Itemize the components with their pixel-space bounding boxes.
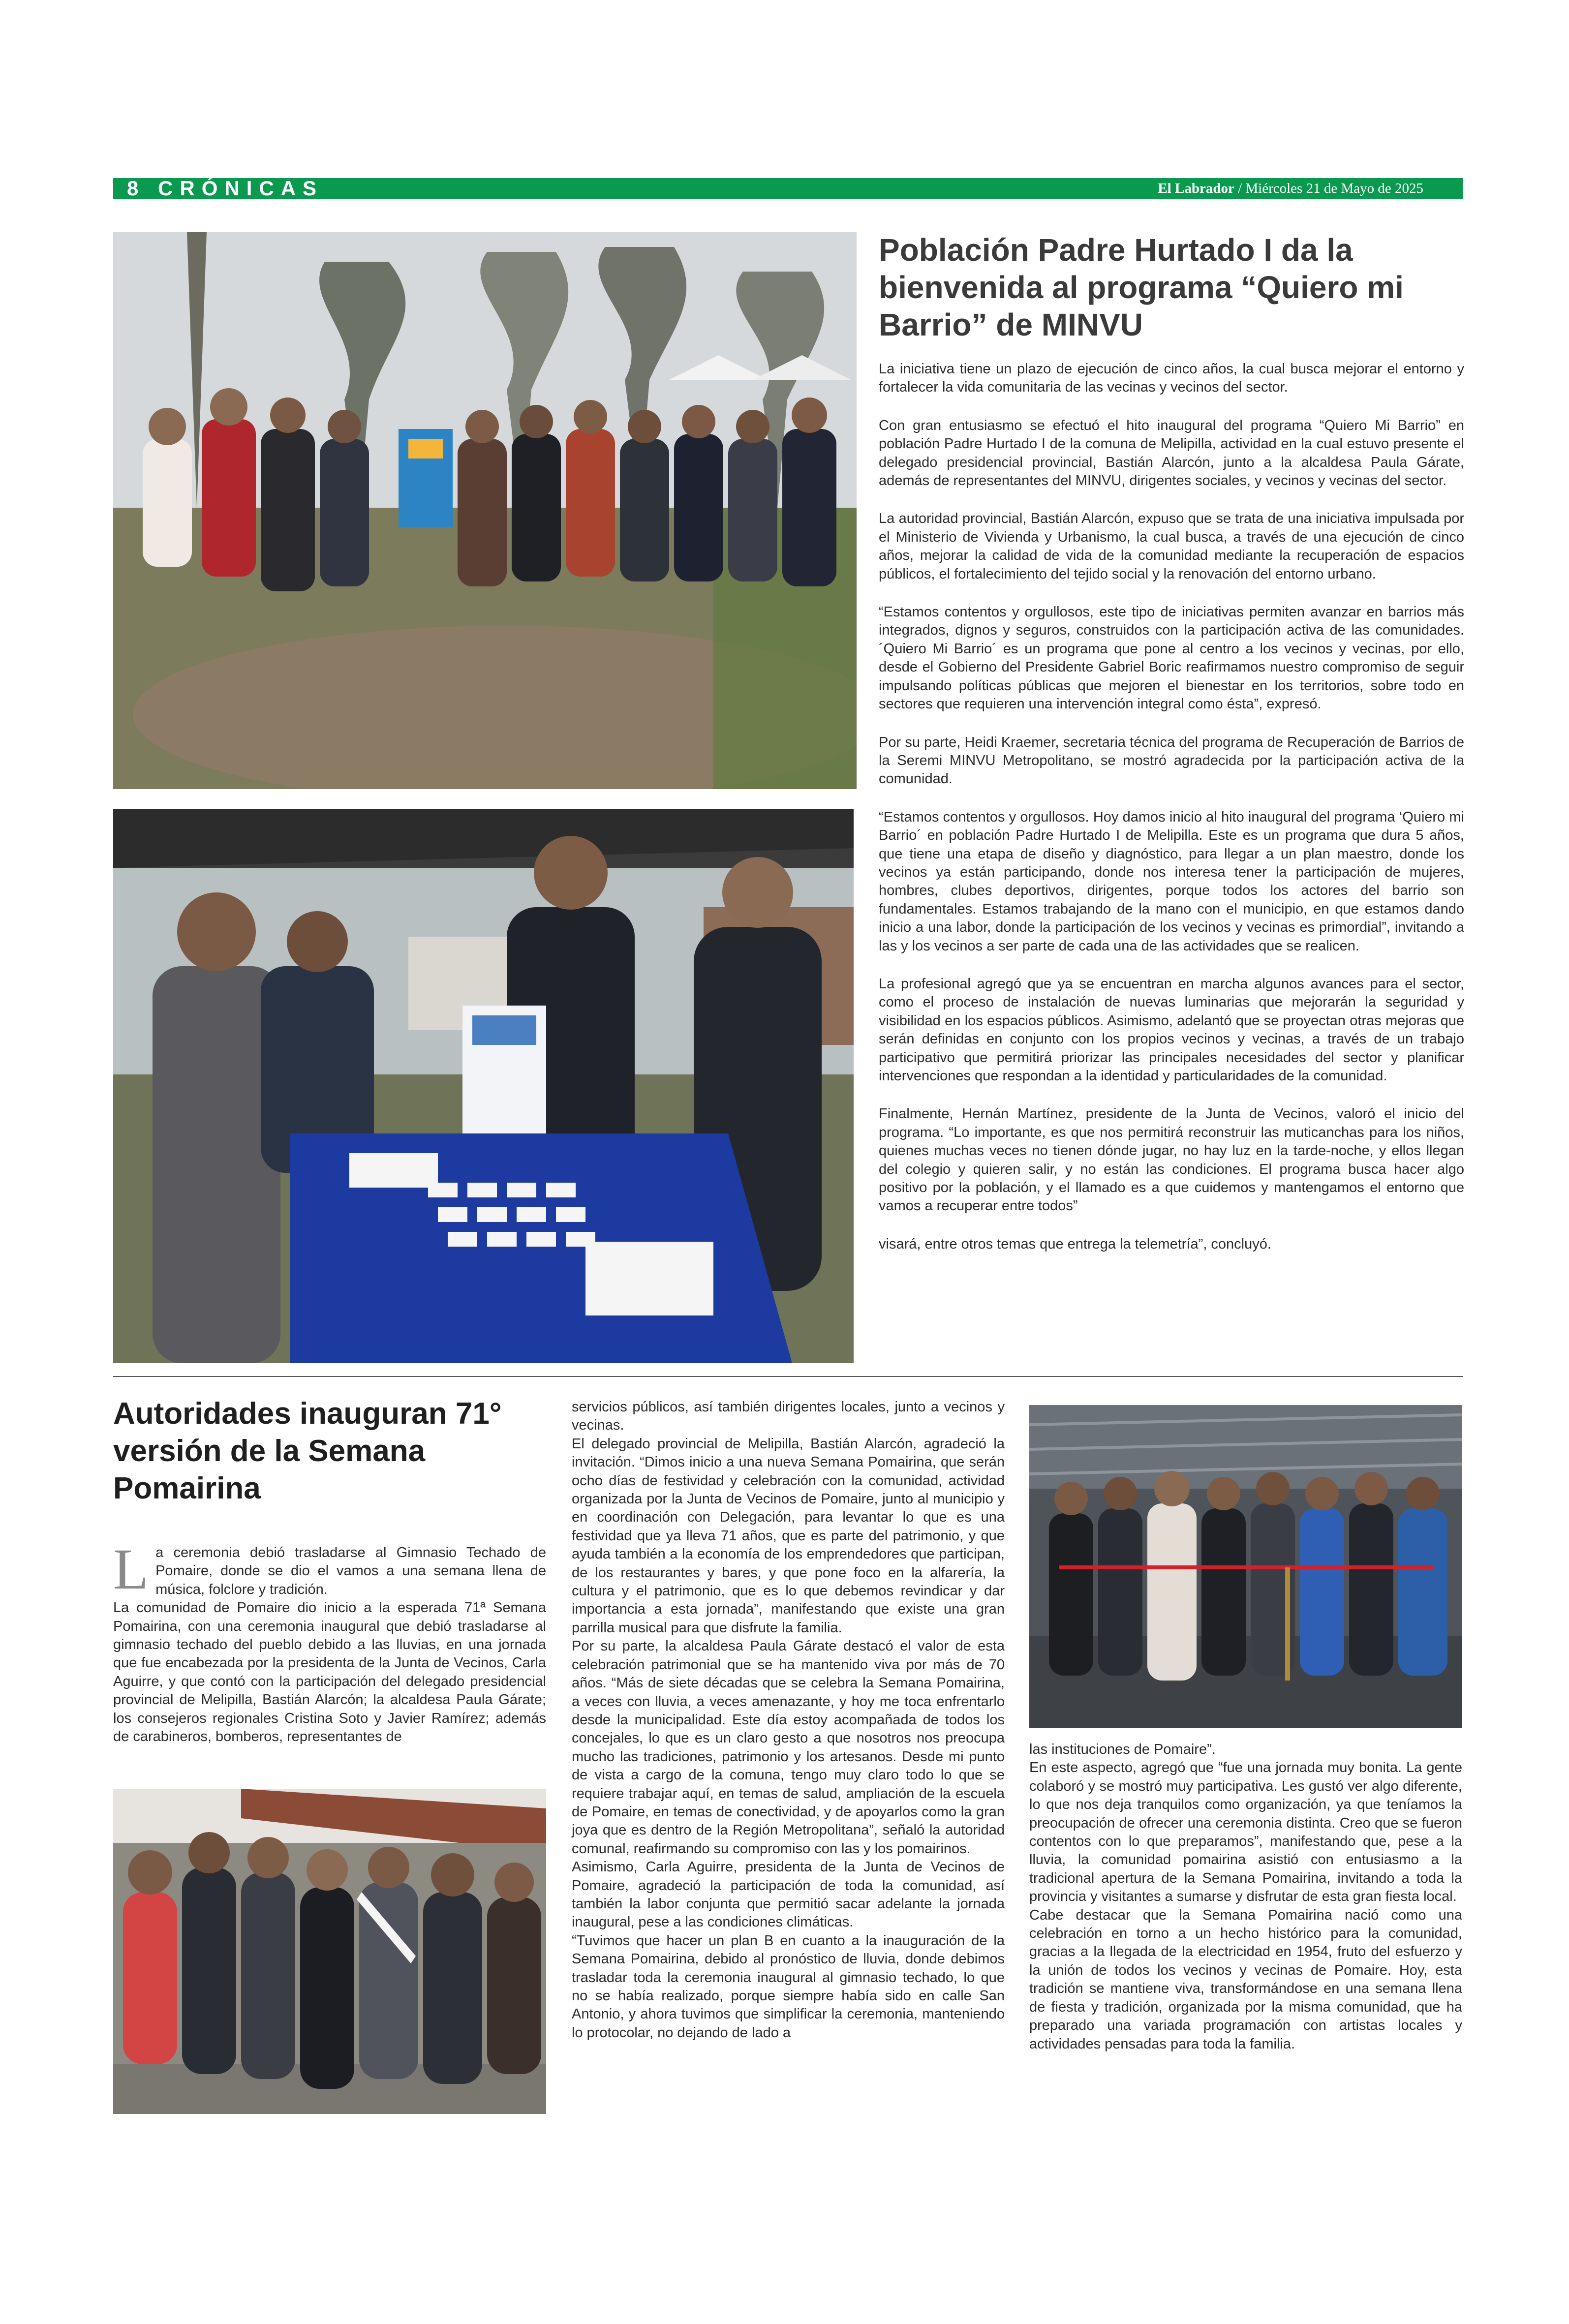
story1-paragraph: La iniciativa tiene un plazo de ejecución de cinco años, la cual busca mejorar el entorno y fortalecer la vida comunitaria de las vecinas y vecinos del sector. [879, 361, 1464, 396]
story1-paragraph: La autoridad provincial, Bastián Alarcón, expuso que se trata de una iniciativa impulsada por el Ministerio de Vivienda y Urbanismo, la cual busca, a través de una ejecución de cinco años, mejorar la calidad de vida de la comunidad mediante la recuperación de espacios públicos, el fortalecimiento del tejido social y la renovación del entorno urbano. [879, 511, 1464, 582]
story2-column-1 [113, 1537, 546, 1746]
photo-pomaire-group [113, 1789, 546, 2114]
page-section-label: 8 CRÓNICAS [127, 177, 324, 200]
story2-paragraph: La comunidad de Pomaire dio inicio a la esperada 71ª Semana Pomairina, con una ceremonia inaugural que debió trasladarse al gimnasio techado del pueblo debido a las lluvias, en una jornada que fue encabezada por la presidenta de la Junta de Vecinos, Carla Aguirre, y que contó con la participación del delegado presidencial provincial de Melipilla, Bastián Alarcón; la alcaldesa Paula Gárate; los consejeros regionales Cristina Soto y Javier Ramírez; además de carabineros, bomberos, representantes de [113, 1600, 546, 1745]
story2-paragraph: El delegado provincial de Melipilla, Bastián Alarcón, agradeció la invitación. “Dimos inicio a una nueva Semana Pomairina, que serán ocho días de festividad y celebración con la comunidad, actividad organizada por la Junta de Vecinos de Pomaire, junto al municipio y en coordinación con Delegación, para levantar lo que es una festividad que ya lleva 71 años, que es parte del patrimonio, y que ayuda también a la economía de los emprendedores que participan, de los restaurantes y bares, y que pone foco en la alfarería, la cultura y el patrimonio, que es lo que debemos revindicar y dar importancia a esta jornada”, manifestando que existe una gran parrilla musical para que disfrute la familia. [572, 1436, 1005, 1636]
story1-paragraph: La profesional agregó que ya se encuentran en marcha algunos avances para el sector, como el proceso de instalación de nuevas luminarias que mejorarán la seguridad y visibilidad en los espacios públicos. Asimismo, adelantó que se proyectan otras mejoras que serán definidas en conjunto con los propios vecinos y vecinas, a través de un trabajo participativo que permitirá priorizar las principales necesidades del sector y planificar intervenciones que respondan a la identidad y particularidades de la comunidad. [879, 976, 1464, 1084]
paper-name: El Labrador [1158, 181, 1234, 196]
story1-headline: Población Padre Hurtado I da la bienvenida al programa “Quiero mi Barrio” de MINVU [879, 232, 1404, 342]
story2-paragraph: servicios públicos, así también dirigentes locales, junto a vecinos y vecinas. [572, 1399, 1005, 1434]
story1-paragraph: Con gran entusiasmo se efectuó el hito inaugural del programa “Quiero Mi Barrio” en población Padre Hurtado I de la comuna de Melipilla, actividad en la cual estuvo presente el delegado presidencial provincial, Bastián Alarcón, junto a la alcaldesa Paula Gárate, además de representantes del MINVU, dirigentes sociales, y vecinos y vecinas del sector. [879, 417, 1464, 489]
story1-paragraph: visará, entre otros temas que entrega la telemetría”, concluyó. [879, 1236, 1271, 1252]
story2-paragraph: “Tuvimos que hacer un plan B en cuanto a la inauguración de la Semana Pomairina, debido al pronóstico de lluvia, donde debimos trasladar toda la ceremonia inaugural al gimnasio techado, lo que no se había realizado, porque siempre había sido en calle San Antonio, y ahora tuvimos que simplificar la ceremonia, manteniendo lo protocolar, no dejando de lado a [572, 1932, 1005, 2041]
date-text: / Miércoles 21 de Mayo de 2025 [1234, 181, 1423, 196]
story2-paragraph: Por su parte, la alcaldesa Paula Gárate destacó el valor de esta celebración patrimonial que se ha mantenido viva por más de 70 años. “Más de siete décadas que se celebra la Semana Pomairina, a veces con lluvia, a veces amenazante, y hoy me toca enfrentarlo desde la municipalidad. Este día estoy acompañada de todos los concejales, lo que es un claro gesto a que nosotros nos preocupa mucho las tradiciones, patrimonio y los artesanos. Desde mi punto de vista a cargo de la comuna, tengo muy claro todo lo que se requiere trabajar aquí, en temas de salud, ampliación de la escuela de Pomaire, en temas de conectividad, y de apoyarlos como la gran joya que es dentro de la Región Metropolitana”, señaló la autoridad comunal, reafirmando su compromiso con las y los pomairinos. [572, 1638, 1005, 1857]
story2-headline: Autoridades inauguran 71° versión de la Semana Pomairina [113, 1397, 502, 1505]
story1-paragraph: Finalmente, Hernán Martínez, presidente de la Junta de Vecinos, valoró el inicio del programa. “Lo importante, es que nos permitirá reconstruir las muticanchas para los niños, quienes muchas veces no tienen dónde jugar, no hay luz en la tarde-noche, y ellos llegan del colegio y quieren salir, y no están las condiciones. El programa busca hacer algo positivo por la población, y el llamado es a que cuidemos y mantengamos el entorno que vamos a recuperar entre todos” [879, 1106, 1464, 1214]
story2-paragraph: Cabe destacar que la Semana Pomairina nació como una celebración en torno a un hecho histórico para la comunidad, gracias a la llegada de la electricidad en 1954, fruto del esfuerzo y la unión de todos los vecinos y vecinas de Pomaire. Hoy, esta tradición se mantiene viva, transformándose en una semana llena de fiesta y tradición, organizada por la misma comunidad, que ha preparado una variada programación con artistas locales y actividades pensadas para toda la familia. [1029, 1907, 1462, 2052]
story1-paragraph: “Estamos contentos y orgullosos, este tipo de iniciativas permiten avanzar en barrios más integrados, dignos y seguros, construidos con la participación activa de las comunidades. ´Quiero Mi Barrio´ es un programa que pone al centro a los vecinos y vecinas, por ello, desde el Gobierno del Presidente Gabriel Boric reafirmamos nuestro compromiso de seguir impulsando políticas públicas que mejoren el bienestar en los territorios, sobre todo en sectores que requieren una intervención integral como ésta”, expresó. [879, 604, 1464, 712]
story2-paragraph: las instituciones de Pomaire”. [1029, 1742, 1216, 1757]
drop-cap: L [113, 1537, 149, 1601]
photo-group-outdoor [113, 232, 857, 789]
section-header-bar [113, 178, 1463, 199]
story2-column-2 [572, 1398, 1005, 2042]
lead-text: a ceremonia debió trasladarse al Gimnasio Techado de Pomaire, donde se dio el vamos a una semana llena de música, folclore y tradición. [155, 1545, 546, 1597]
photo-ribbon-cutting [1029, 1405, 1462, 1728]
story1-paragraph: “Estamos contentos y orgullosos. Hoy damos inicio al hito inaugural del programa ‘Quiero mi Barrio´ en población Padre Hurtado I de Melipilla. Este es un programa que dura 5 años, que tiene una etapa de diseño y diagnóstico, para llegar a un plan maestro, donde los vecinos ya están participando, donde nos interesa tener la participación de mujeres, hombres, clubes deportivos, dirigentes, porque todos los actores del barrio son fundamentales. Estamos trabajando de la mano con el municipio, en que estamos dando inicio a una labor, donde la participación de los vecinos y vecinas es primordial”, invitando a las y los vecinos a ser parte de cada una de las actividades que se realicen. [879, 809, 1464, 954]
story-divider [113, 1376, 1463, 1377]
story1-body [879, 360, 1464, 1273]
story2-paragraph: En este aspecto, agregó que “fue una jornada muy bonita. La gente colaboró y se mostró muy participativa. Les gustó ver algo diferente, lo que nos deja tranquilos como organización, ya que teníamos la preocupación de ofrecer una ceremonia distinta. Creo que se fueron contentos con lo que preparamos”, manifestando que, pese a la lluvia, la comunidad pomairina asistió con entusiasmo a la tradicional apertura de la Semana Pomairina, invitando a toda la provincia y visitantes a sumarse y disfrutar de esta gran fiesta local. [1029, 1760, 1462, 1905]
photo-info-table [113, 809, 854, 1363]
dateline [1158, 178, 1423, 199]
story2-column-3 [1029, 1741, 1462, 2053]
story2-paragraph: Asimismo, Carla Aguirre, presidenta de la Junta de Vecinos de Pomaire, agradeció la participación de toda la comunidad, así también la labor conjunta que permitió sacar adelante la jornada inaugural, pese a las condiciones climáticas. [572, 1859, 1005, 1930]
story2-lead [113, 1537, 546, 1601]
story1-paragraph: Por su parte, Heidi Kraemer, secretaria técnica del programa de Recuperación de Barrios de la Seremi MINVU Metropolitano, se mostró agradecida por la participación activa de la comunidad. [879, 734, 1464, 787]
